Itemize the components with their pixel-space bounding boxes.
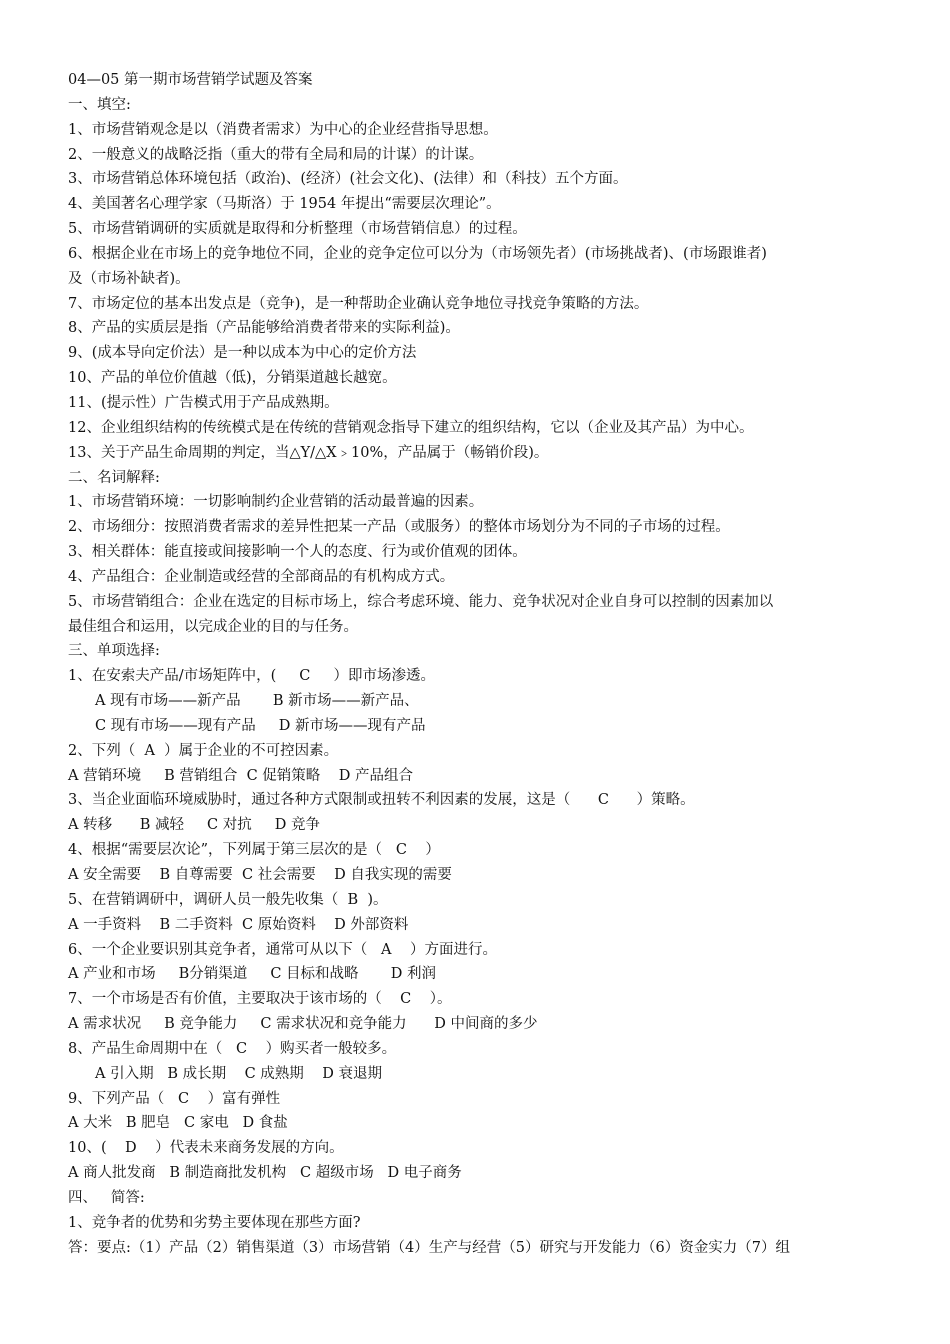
text-line: 8、产品生命周期中在（ C ）购买者一般较多。	[68, 1040, 397, 1057]
text-line: 3、市场营销总体环境包括（政治)、(经济）(社会文化)、(法律）和（科技）五个方面。	[68, 171, 628, 188]
text-line: 及（市场补缺者)。	[68, 270, 190, 287]
text-line: A 大米 B 肥皂 C 家电 D 食盐	[68, 1115, 288, 1132]
text-line: 四、 简答:	[68, 1189, 145, 1206]
text-line: A 现有市场——新产品 B 新市场——新产品、	[95, 693, 419, 710]
text-line: 7、市场定位的基本出发点是（竞争)，是一种帮助企业确认竞争地位寻找竞争策略的方法。	[68, 295, 649, 312]
text-line: 9、(成本导向定价法）是一种以成本为中心的定价方法	[68, 345, 417, 362]
text-line: 2、下列（ A ）属于企业的不可控因素。	[68, 742, 339, 759]
text-line: 1、竞争者的优势和劣势主要体现在那些方面?	[68, 1214, 361, 1231]
text-line: 5、市场营销组合：企业在选定的目标市场上，综合考虑环境、能力、竞争状况对企业自身可以控制的因素加以	[68, 593, 774, 610]
document-body	[68, 93, 898, 1261]
text-line: A 一手资料 B 二手资料 C 原始资料 D 外部资料	[68, 916, 409, 933]
text-line: 最佳组合和运用，以完成企业的目的与任务。	[68, 618, 358, 635]
text-line: 6、一个企业要识别其竞争者，通常可从以下（ A ）方面进行。	[68, 941, 497, 958]
document-title: 04—05 第一期市场营销学试题及答案	[68, 72, 313, 88]
text-line: 13、关于产品生命周期的判定，当△Y/△X﹥10%，产品属于（畅销价段)。	[68, 444, 549, 461]
text-line: 1、市场营销观念是以（消费者需求）为中心的企业经营指导思想。	[68, 121, 498, 138]
text-line: 4、根据“需要层次论”，下列属于第三层次的是（ C ）	[68, 842, 440, 859]
text-line: 4、美国著名心理学家（马斯洛）于 1954 年提出“需要层次理论”。	[68, 196, 501, 213]
text-line: A 安全需要 B 自尊需要 C 社会需要 D 自我实现的需要	[68, 867, 452, 883]
text-line: C 现有市场——现有产品 D 新市场——现有产品	[95, 717, 426, 734]
text-line: A 营销环境 B 营销组合 C 促销策略 D 产品组合	[68, 767, 413, 784]
text-line: 一、填空:	[68, 96, 131, 113]
text-line: A 引入期 B 成长期 C 成熟期 D 衰退期	[95, 1065, 382, 1082]
text-line: 4、产品组合：企业制造或经营的全部商品的有机构成方式。	[68, 568, 455, 585]
text-line: 5、市场营销调研的实质就是取得和分析整理（市场营销信息）的过程。	[68, 221, 527, 238]
text-line: A 需求状况 B 竞争能力 C 需求状况和竞争能力 D 中间商的多少	[68, 1016, 538, 1033]
text-line: 7、一个市场是否有价值，主要取决于该市场的（ C ）。	[68, 991, 452, 1008]
text-line: 1、在安索夫产品/市场矩阵中，( C ）即市场渗透。	[68, 668, 435, 685]
text-line: 9、下列产品（ C ）富有弹性	[68, 1090, 281, 1107]
text-line: 3、当企业面临环境威胁时，通过各种方式限制或扭转不利因素的发展，这是（ C ）策略。	[68, 792, 695, 809]
document-page	[68, 68, 898, 1261]
text-line: 12、企业组织结构的传统模式是在传统的营销观念指导下建立的组织结构，它以（企业及其产品）为中心。	[68, 419, 754, 436]
text-line: 6、根据企业在市场上的竞争地位不同，企业的竞争定位可以分为（市场领先者）(市场挑战者)、(市场跟谁者)	[68, 245, 767, 262]
text-line: 5、在营销调研中，调研人员一般先收集（ B )。	[68, 891, 388, 908]
text-line: 8、产品的实质层是指（产品能够给消费者带来的实际利益)。	[68, 320, 460, 337]
text-line: 3、相关群体：能直接或间接影响一个人的态度、行为或价值观的团体。	[68, 544, 527, 561]
text-line: A 商人批发商 B 制造商批发机构 C 超级市场 D 电子商务	[68, 1165, 462, 1182]
text-line: 1、市场营销环境：一切影响制约企业营销的活动最普遍的因素。	[68, 494, 484, 511]
text-line: 2、市场细分：按照消费者需求的差异性把某一产品（或服务）的整体市场划分为不同的子市场的过程。	[68, 519, 730, 536]
text-line: 二、名词解释:	[68, 469, 160, 486]
text-line: 10、产品的单位价值越（低)，分销渠道越长越宽。	[68, 370, 397, 387]
text-line: A 转移 B 减轻 C 对抗 D 竞争	[68, 817, 321, 834]
text-line: 11、(提示性）广告模式用于产品成熟期。	[68, 394, 339, 411]
text-line: 三、单项选择:	[68, 643, 160, 660]
text-line: A 产业和市场 B分销渠道 C 目标和战略 D 利润	[68, 966, 437, 983]
text-line: 10、( D ）代表未来商务发展的方向。	[68, 1140, 344, 1157]
text-line: 答：要点:（1）产品（2）销售渠道（3）市场营销（4）生产与经营（5）研究与开发能力（6）资金实力（7）组	[68, 1239, 790, 1256]
text-line: 2、一般意义的战略泛指（重大的带有全局和局的计谋）的计谋。	[68, 146, 484, 163]
